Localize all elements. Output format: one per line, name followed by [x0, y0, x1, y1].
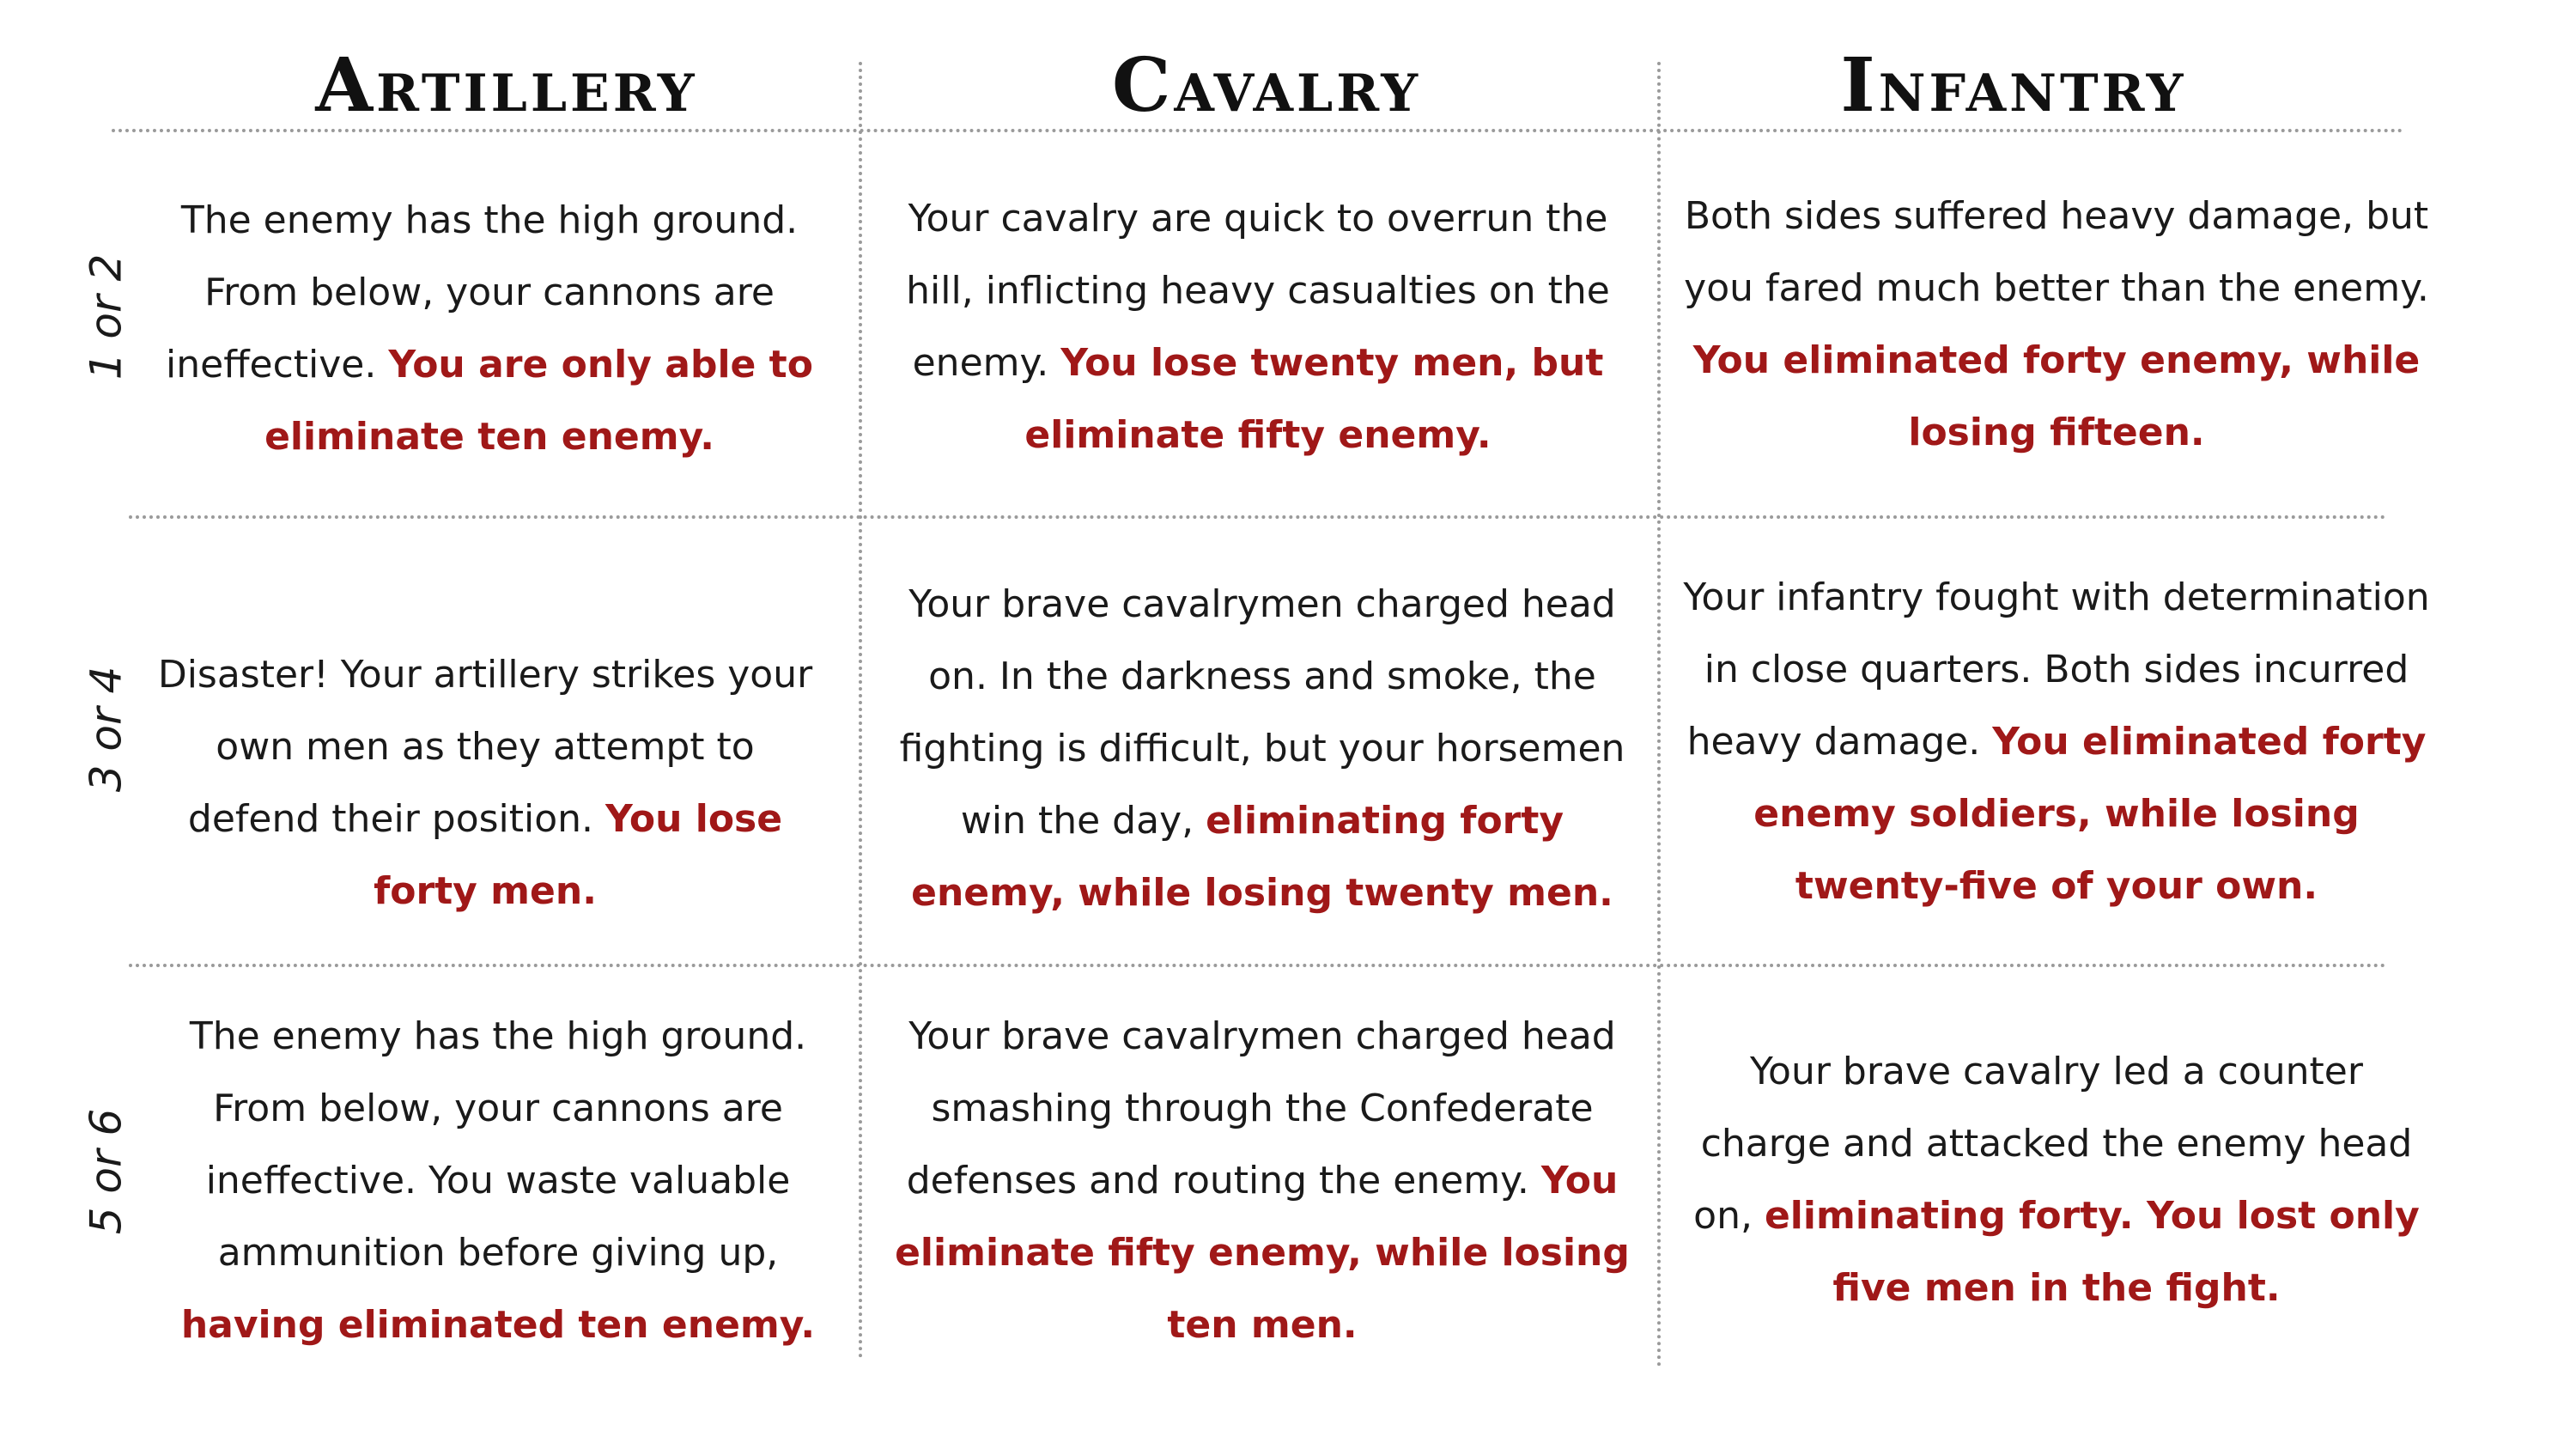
cell-text: Your brave cavalrymen charged head smashing through the Confederate defenses and routing the enemy.	[906, 1014, 1616, 1202]
cell-outcome: having eliminated ten enemy.	[180, 1303, 816, 1347]
column-header-artillery: Artillery	[315, 42, 698, 129]
cell-1or2-infantry	[1683, 180, 2430, 469]
cell-outcome: eliminating forty. You lost only five men in the fight.	[1764, 1194, 2420, 1310]
column-divider-1	[859, 62, 862, 1359]
cell-3or4-artillery	[150, 639, 820, 928]
cell-text: Disaster! Your artillery strikes your own men as they attempt to defend their position.	[157, 653, 813, 841]
cell-text: The enemy has the high ground. From below, your cannons are ineffective. You waste valuable ammunition before giving up,	[189, 1014, 807, 1275]
cell-5or6-cavalry	[889, 1001, 1636, 1361]
row-label-3-or-4	[43, 666, 131, 793]
cell-text: Your brave cavalrymen charged head on. In the darkness and smoke, the fighting is difficult, but your horsemen win the day,	[899, 582, 1625, 843]
cell-text: Your cavalry are quick to overrun the hill, inflicting heavy casualties on the enemy.	[906, 197, 1610, 385]
column-header-infantry: Infantry	[1840, 42, 2187, 129]
cell-outcome: You lose forty men.	[374, 797, 783, 913]
cell-5or6-infantry	[1687, 1036, 2426, 1324]
cell-1or2-artillery	[142, 185, 837, 473]
row-divider-2	[129, 964, 2387, 967]
cell-text: The enemy has the high ground. From below, your cannons are ineffective.	[166, 198, 799, 387]
column-divider-2	[1657, 62, 1661, 1367]
header-divider	[112, 129, 2404, 132]
row-label-text: 1 or 2	[81, 253, 131, 381]
cell-outcome: You lose twenty men, but eliminate fifty enemy.	[1024, 341, 1604, 457]
cell-3or4-cavalry	[884, 569, 1640, 929]
cell-text: Both sides suffered heavy damage, but you fared much better than the enemy.	[1684, 194, 2429, 310]
cell-outcome: eliminating forty enemy, while losing twenty men.	[911, 799, 1613, 915]
row-divider-1	[129, 515, 2387, 519]
cell-outcome: You are only able to eliminate ten enemy.	[264, 343, 813, 459]
row-label-text: 3 or 4	[81, 666, 131, 793]
row-label-1-or-2	[43, 253, 131, 381]
row-label-text: 5 or 6	[81, 1108, 131, 1235]
cell-outcome: You eliminated forty enemy soldiers, while losing twenty-five of your own.	[1753, 720, 2427, 908]
cell-1or2-cavalry	[884, 183, 1631, 472]
cell-outcome: You eliminate fifty enemy, while losing ten men.	[895, 1159, 1630, 1347]
row-label-5-or-6	[43, 1108, 131, 1235]
cell-text: Your brave cavalry led a counter charge and attacked the enemy head on,	[1693, 1050, 2413, 1238]
column-header-cavalry: Cavalry	[1111, 42, 1422, 129]
cell-text: Your infantry fought with determination in close quarters. Both sides incurred heavy damage.	[1683, 575, 2430, 764]
cell-5or6-artillery	[150, 1001, 846, 1361]
cell-3or4-infantry	[1683, 562, 2430, 922]
cell-outcome: You eliminated forty enemy, while losing fifteen.	[1692, 338, 2421, 454]
